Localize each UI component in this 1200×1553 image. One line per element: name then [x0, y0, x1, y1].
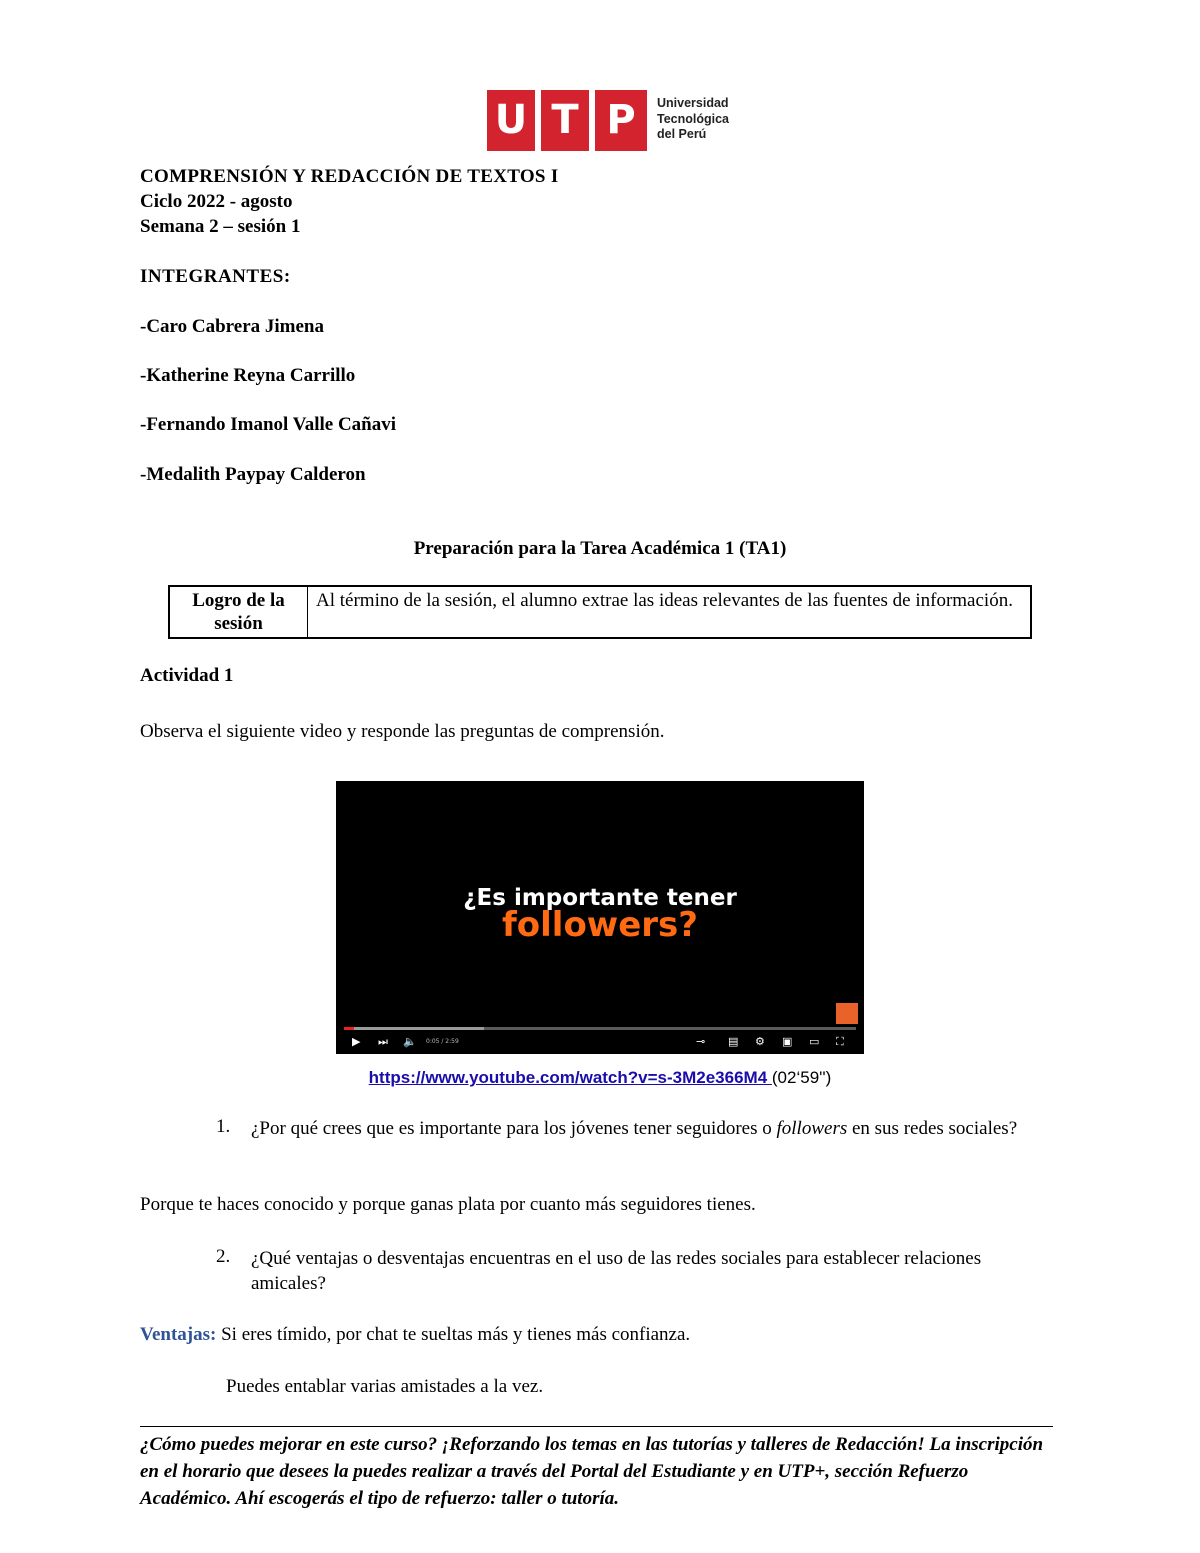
activity-instruction: Observa el siguiente video y responde las preguntas de comprensión.: [140, 721, 665, 742]
logo-box-u: [487, 90, 535, 151]
video-progress-buffer: [344, 1027, 484, 1030]
play-icon[interactable]: ▶: [352, 1035, 361, 1048]
logo-letter-p: P: [606, 97, 636, 143]
question-emphasis: followers: [776, 1118, 848, 1139]
logro-label: Logro de la sesión: [169, 586, 308, 638]
members-heading: INTEGRANTES:: [140, 266, 291, 287]
next-icon[interactable]: ⏭: [378, 1035, 388, 1048]
autoplay-toggle-icon[interactable]: ⊸: [696, 1035, 706, 1048]
answer-1: Porque te haces conocido y porque ganas plata por cuanto más seguidores tienes.: [140, 1194, 756, 1215]
logo-letter-t: T: [551, 97, 579, 143]
volume-icon[interactable]: 🔈: [403, 1035, 417, 1048]
question-text-part: ¿Por qué crees que es importante para los jóvenes tener seguidores o: [251, 1118, 777, 1139]
logo-box-t: [541, 90, 589, 151]
miniplayer-icon[interactable]: ▣: [782, 1035, 793, 1048]
activity-title: Actividad 1: [140, 665, 234, 686]
week-label: Semana 2 – sesión 1: [140, 216, 301, 237]
member-item: -Caro Cabrera Jimena: [140, 316, 324, 337]
question-number: 1.: [216, 1116, 231, 1137]
answer-2: [140, 1324, 690, 1346]
video-text-line2: followers?: [501, 905, 698, 945]
question-number: 2.: [216, 1246, 231, 1267]
video-progress-fill: [344, 1027, 354, 1030]
logo-letter-u: U: [494, 97, 528, 143]
member-item: -Katherine Reyna Carrillo: [140, 365, 356, 386]
subtitles-icon[interactable]: ▤: [728, 1035, 739, 1048]
video-link[interactable]: https://www.youtube.com/watch?v=s-3M2e366M4: [368, 1068, 772, 1087]
logo-word-1: Universidad: [657, 96, 729, 110]
video-link-line: [0, 1068, 1200, 1088]
footer-note: ¿Cómo puedes mejorar en este curso? ¡Reforzando los temas en las tutorías y talleres de Redacción! La inscripción en el horario que desees la puedes realizar a través del Portal del Estudiante y en UTP+, sección Refuerzo Académico. Ahí escogerás el tipo de refuerzo: taller o tutoría.: [140, 1434, 1044, 1509]
video-progress-bar[interactable]: [344, 1027, 856, 1030]
question-text-part: en sus redes sociales?: [847, 1118, 1018, 1139]
logo-word-2: Tecnológica: [657, 111, 730, 126]
logro-text: Al término de la sesión, el alumno extrae las ideas relevantes de las fuentes de información.: [308, 586, 1032, 638]
member-item: -Medalith Paypay Calderon: [140, 464, 366, 485]
logo-word-3: del Perú: [657, 127, 707, 141]
course-title: COMPRENSIÓN Y REDACCIÓN DE TEXTOS I: [140, 166, 559, 187]
video-duration: (02‘59''): [771, 1068, 832, 1087]
settings-gear-icon[interactable]: ⚙: [755, 1035, 765, 1048]
logro-table: [168, 585, 1032, 639]
ventajas-extra: Puedes entablar varias amistades a la vez.: [226, 1376, 544, 1397]
question-text: [251, 1116, 1051, 1141]
member-item: -Fernando Imanol Valle Cañavi: [140, 414, 397, 435]
utp-logo: [487, 90, 737, 152]
question-text: ¿Qué ventajas o desventajas encuentras en el uso de las redes sociales para establecer relaciones amicales?: [251, 1248, 982, 1294]
cycle-label: Ciclo 2022 - agosto: [140, 191, 293, 212]
video-player[interactable]: [336, 781, 864, 1054]
footer-divider: [140, 1426, 1053, 1427]
ventajas-text: Si eres tímido, por chat te sueltas más y tienes más confianza.: [216, 1324, 691, 1345]
video-text-line1: ¿Es importante tener: [463, 885, 737, 911]
video-time: 0:05 / 2:59: [426, 1038, 459, 1045]
fullscreen-icon[interactable]: ⛶: [836, 1035, 844, 1048]
theater-mode-icon[interactable]: ▭: [809, 1035, 820, 1048]
orange-brand-icon: [836, 1003, 858, 1024]
logo-box-p: [595, 90, 647, 151]
ventajas-label: Ventajas:: [140, 1324, 217, 1345]
logo-wordmark: [657, 96, 737, 143]
prep-title: Preparación para la Tarea Académica 1 (TA1): [413, 538, 787, 559]
